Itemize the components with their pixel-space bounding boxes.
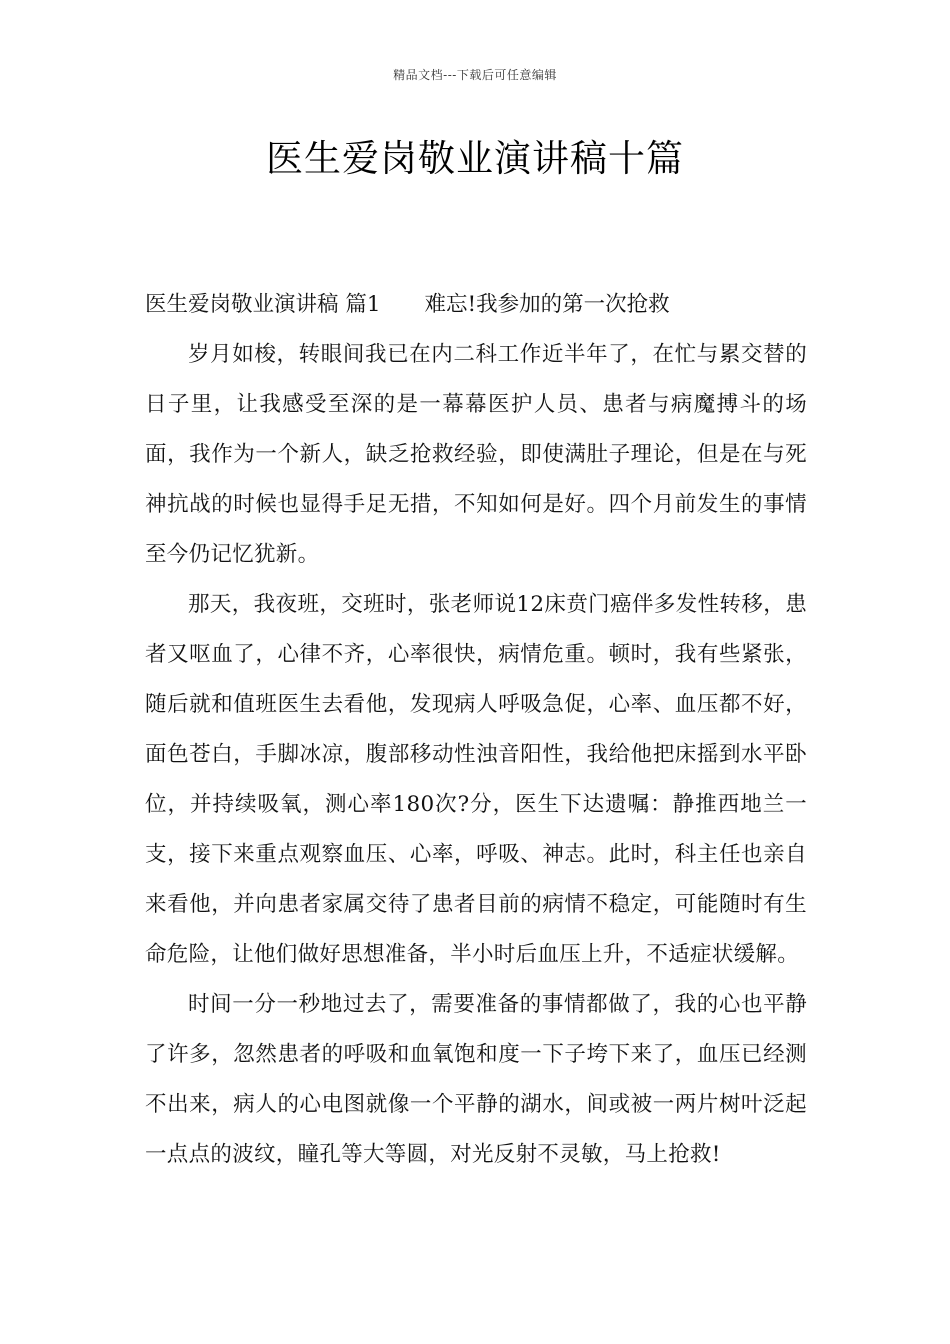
paragraph-3: 时间一分一秒地过去了，需要准备的事情都做了，我的心也平静了许多，忽然患者的呼吸和血氧饱和度一下子垮下来了，血压已经测不出来，病人的心电图就像一个平静的湖水，间或被一两片树叶泛起一点点的波纹，瞳孔等大等圆，对光反射不灵敏，马上抢救! [145, 992, 807, 1167]
document-body [145, 280, 807, 1180]
section-label: 医生爱岗敬业演讲稿 篇1 [145, 292, 381, 317]
paragraph-1: 岁月如梭，转眼间我已在内二科工作近半年了，在忙与累交替的日子里，让我感受至深的是一幕幕医护人员、患者与病魔搏斗的场面，我作为一个新人，缺乏抢救经验，即使满肚子理论，但是在与死神抗战的时候也显得手足无措，不知如何是好。四个月前发生的事情至今仍记忆犹新。 [145, 342, 807, 567]
header-watermark: 精品文档---下载后可任意编辑 [393, 68, 557, 82]
paragraph-2: 那天，我夜班，交班时，张老师说12床贲门癌伴多发性转移，患者又呕血了，心律不齐，心率很快，病情危重。顿时，我有些紧张，随后就和值班医生去看他，发现病人呼吸急促，心率、血压都不好，面色苍白，手脚冰凉，腹部移动性浊音阳性，我给他把床摇到水平卧位，并持续吸氧，测心率180次?分，医生下达遗嘱：静推西地兰一支，接下来重点观察血压、心率，呼吸、神志。此时，科主任也亲自来看他，并向患者家属交待了患者目前的病情不稳定，可能随时有生命危险，让他们做好思想准备，半小时后血压上升，不适症状缓解。 [145, 592, 807, 967]
document-title: 医生爱岗敬业演讲稿十篇 [266, 137, 684, 180]
heading-spacer [381, 280, 425, 330]
section-subtitle: 难忘!我参加的第一次抢救 [424, 292, 670, 317]
section-heading [145, 280, 807, 330]
